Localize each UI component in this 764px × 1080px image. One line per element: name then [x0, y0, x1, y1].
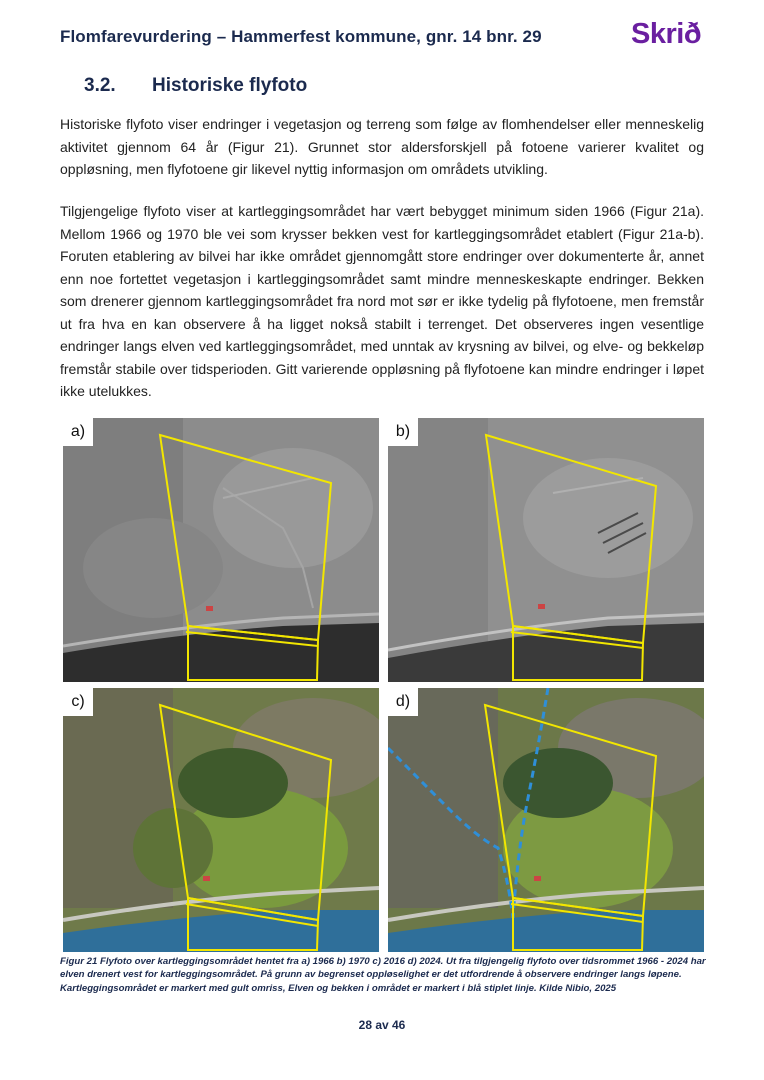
paragraph-observations: Tilgjengelige flyfoto viser at kartleggingsområdet har vært bebygget minimum siden 1966 (Figur 21a). Mellom 1966 og 1970 ble vei som krysser bekken vest for kartleggingsområdet etablert (Figur 21a-b). Foruten etablering av bilvei har ikke området gjennomgått store endringer over dokumenterte år, annet enn noe fortettet vegetasjon i kartleggingsområdet samt mindre menneskeskapte endringer. Bekken som drenerer gjennom kartleggingsområdet fra nord mot sør er ikke tydelig på flyfotoene, men fremstår ut fra hva en kan observere å ha ligget nokså stabilt i terrenget. Det observeres ingen vesentlige endringer langs elven ved kartleggingsområdet, med unntak av krysning av bilvei, og elve- og bekkeløp fremstår stabile over tidsperioden. Gitt varierende oppløsning på flyfotoene kan mindre endringer i løpet ikke utelukkes. [60, 203, 704, 399]
section-number: 3.2. [84, 75, 116, 96]
panel-label-c: c) [63, 688, 93, 716]
section-title: Historiske flyfoto [152, 75, 308, 96]
panel-label-d: d) [388, 688, 418, 716]
panel-label-b: b) [388, 418, 418, 446]
skrid-logo: Skrið [631, 18, 702, 50]
paragraph-intro: Historiske flyfoto viser endringer i vegetasjon og terreng som følge av flomhendelser eller menneskelig aktivitet gjennom 64 år (Figur 21). Grunnet stor aldersforskjell på fotoene varierer kvalitet og oppløsning, men flyfotoene gir likevel nyttig informasjon om områdets utvikling. [60, 116, 704, 177]
figure-caption: Figur 21 Flyfoto over kartleggingsområdet hentet fra a) 1966 b) 1970 c) 2016 d) 2024. Ut fra tilgjengelig flyfoto over tidsrommet 1966 - 2024 har elven drenert vest for kartleggingsområdet. På grunn av begrenset oppløselighet er det utfordrende å observere endringer langs løpene. Kartleggingsområdet er markert med gult omriss, Elven og bekken i området er markert i blå stiplet linje. Kilde Nibio, 2025 [60, 956, 706, 994]
aerial-photo-1970 [388, 418, 704, 682]
aerial-photo-figure [63, 418, 705, 952]
section-heading [84, 75, 307, 97]
aerial-photo-2016 [63, 688, 379, 952]
document-header-title: Flomfarevurdering – Hammerfest kommune, gnr. 14 bnr. 29 [60, 27, 542, 46]
aerial-photo-2024 [388, 688, 704, 952]
aerial-photo-1966 [63, 418, 379, 682]
page-number: 28 av 46 [358, 1018, 406, 1032]
panel-label-a: a) [63, 418, 93, 446]
